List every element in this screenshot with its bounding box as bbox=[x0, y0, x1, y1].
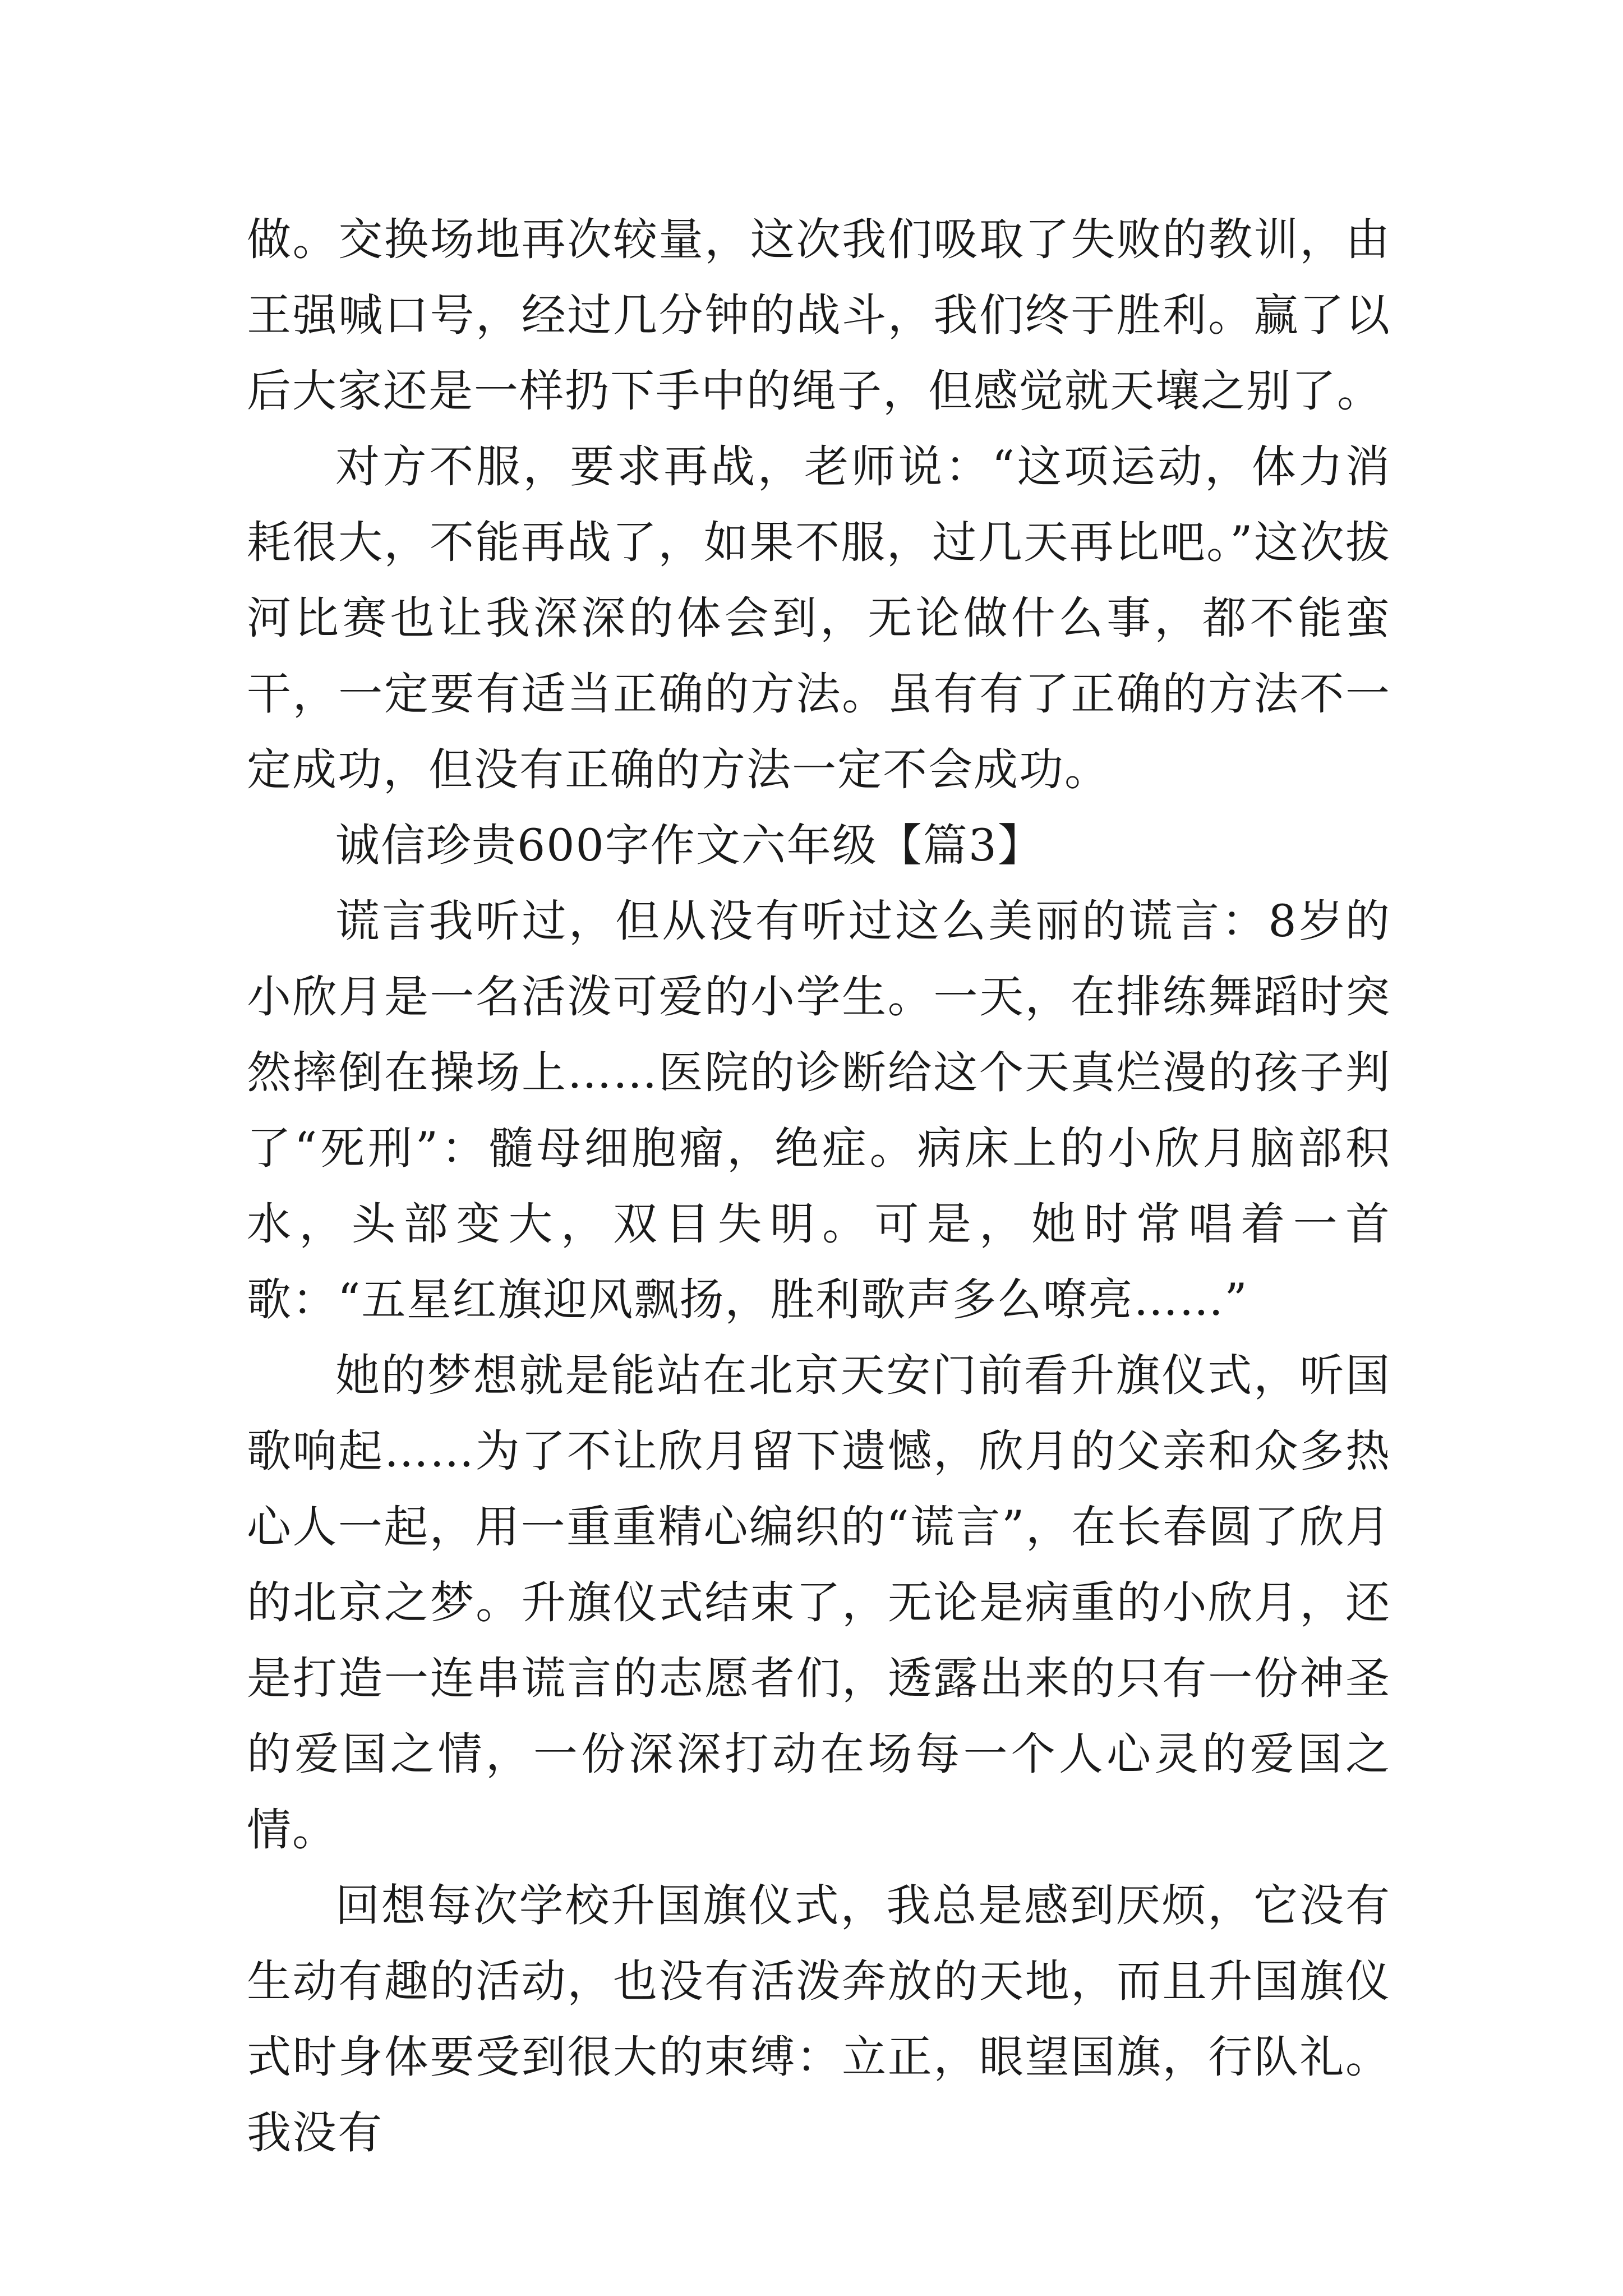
section-heading: 诚信珍贵600字作文六年级【篇3】 bbox=[335, 820, 1044, 871]
paragraph-beautiful-lie: 谎言我听过，但从没有听过这么美丽的谎言：8岁的小欣月是一名活泼可爱的小学生。一天，在排练舞蹈时突然摔倒在操场上……医院的诊断给这个天真烂漫的孩子判了“死刑”：髓母细胞瘤，绝症。病床上的小欣月脑部积水，头部变大，双目失明。可是，她时常唱着一首歌：“五星红旗迎风飘扬，胜利歌声多么嘹亮……” bbox=[247, 895, 1391, 1326]
paragraph-tug-of-war-result: 做。交换场地再次较量，这次我们吸取了失败的教训，由王强喊口号，经过几分钟的战斗，我们终于胜利。赢了以后大家还是一样扔下手中的绳子，但感觉就天壤之别了。 bbox=[247, 214, 1391, 417]
paragraph-tug-of-war-lesson: 对方不服，要求再战，老师说：“这项运动，体力消耗很大，不能再战了，如果不服，过几天再比吧。”这次拔河比赛也让我深深的体会到，无论做什么事，都不能蛮干，一定要有适当正确的方法。虽有有了正确的方法不一定成功，但没有正确的方法一定不会成功。 bbox=[247, 441, 1391, 795]
paragraph-flag-ceremony-reflection: 回想每次学校升国旗仪式，我总是感到厌烦，它没有生动有趣的活动，也没有活泼奔放的天地，而且升国旗仪式时身体要受到很大的束缚：立正，眼望国旗，行队礼。我没有 bbox=[247, 1880, 1391, 2159]
paragraph-beijing-dream: 她的梦想就是能站在北京天安门前看升旗仪式，听国歌响起……为了不让欣月留下遗憾，欣月的父亲和众多热心人一起，用一重重精心编织的“谎言”，在长春圆了欣月的北京之梦。升旗仪式结束了，无论是病重的小欣月，还是打造一连串谎言的志愿者们，透露出来的只有一份神圣的爱国之情，一份深深打动在场每一个人心灵的爱国之情。 bbox=[247, 1350, 1391, 1856]
document-body bbox=[247, 202, 1391, 2171]
